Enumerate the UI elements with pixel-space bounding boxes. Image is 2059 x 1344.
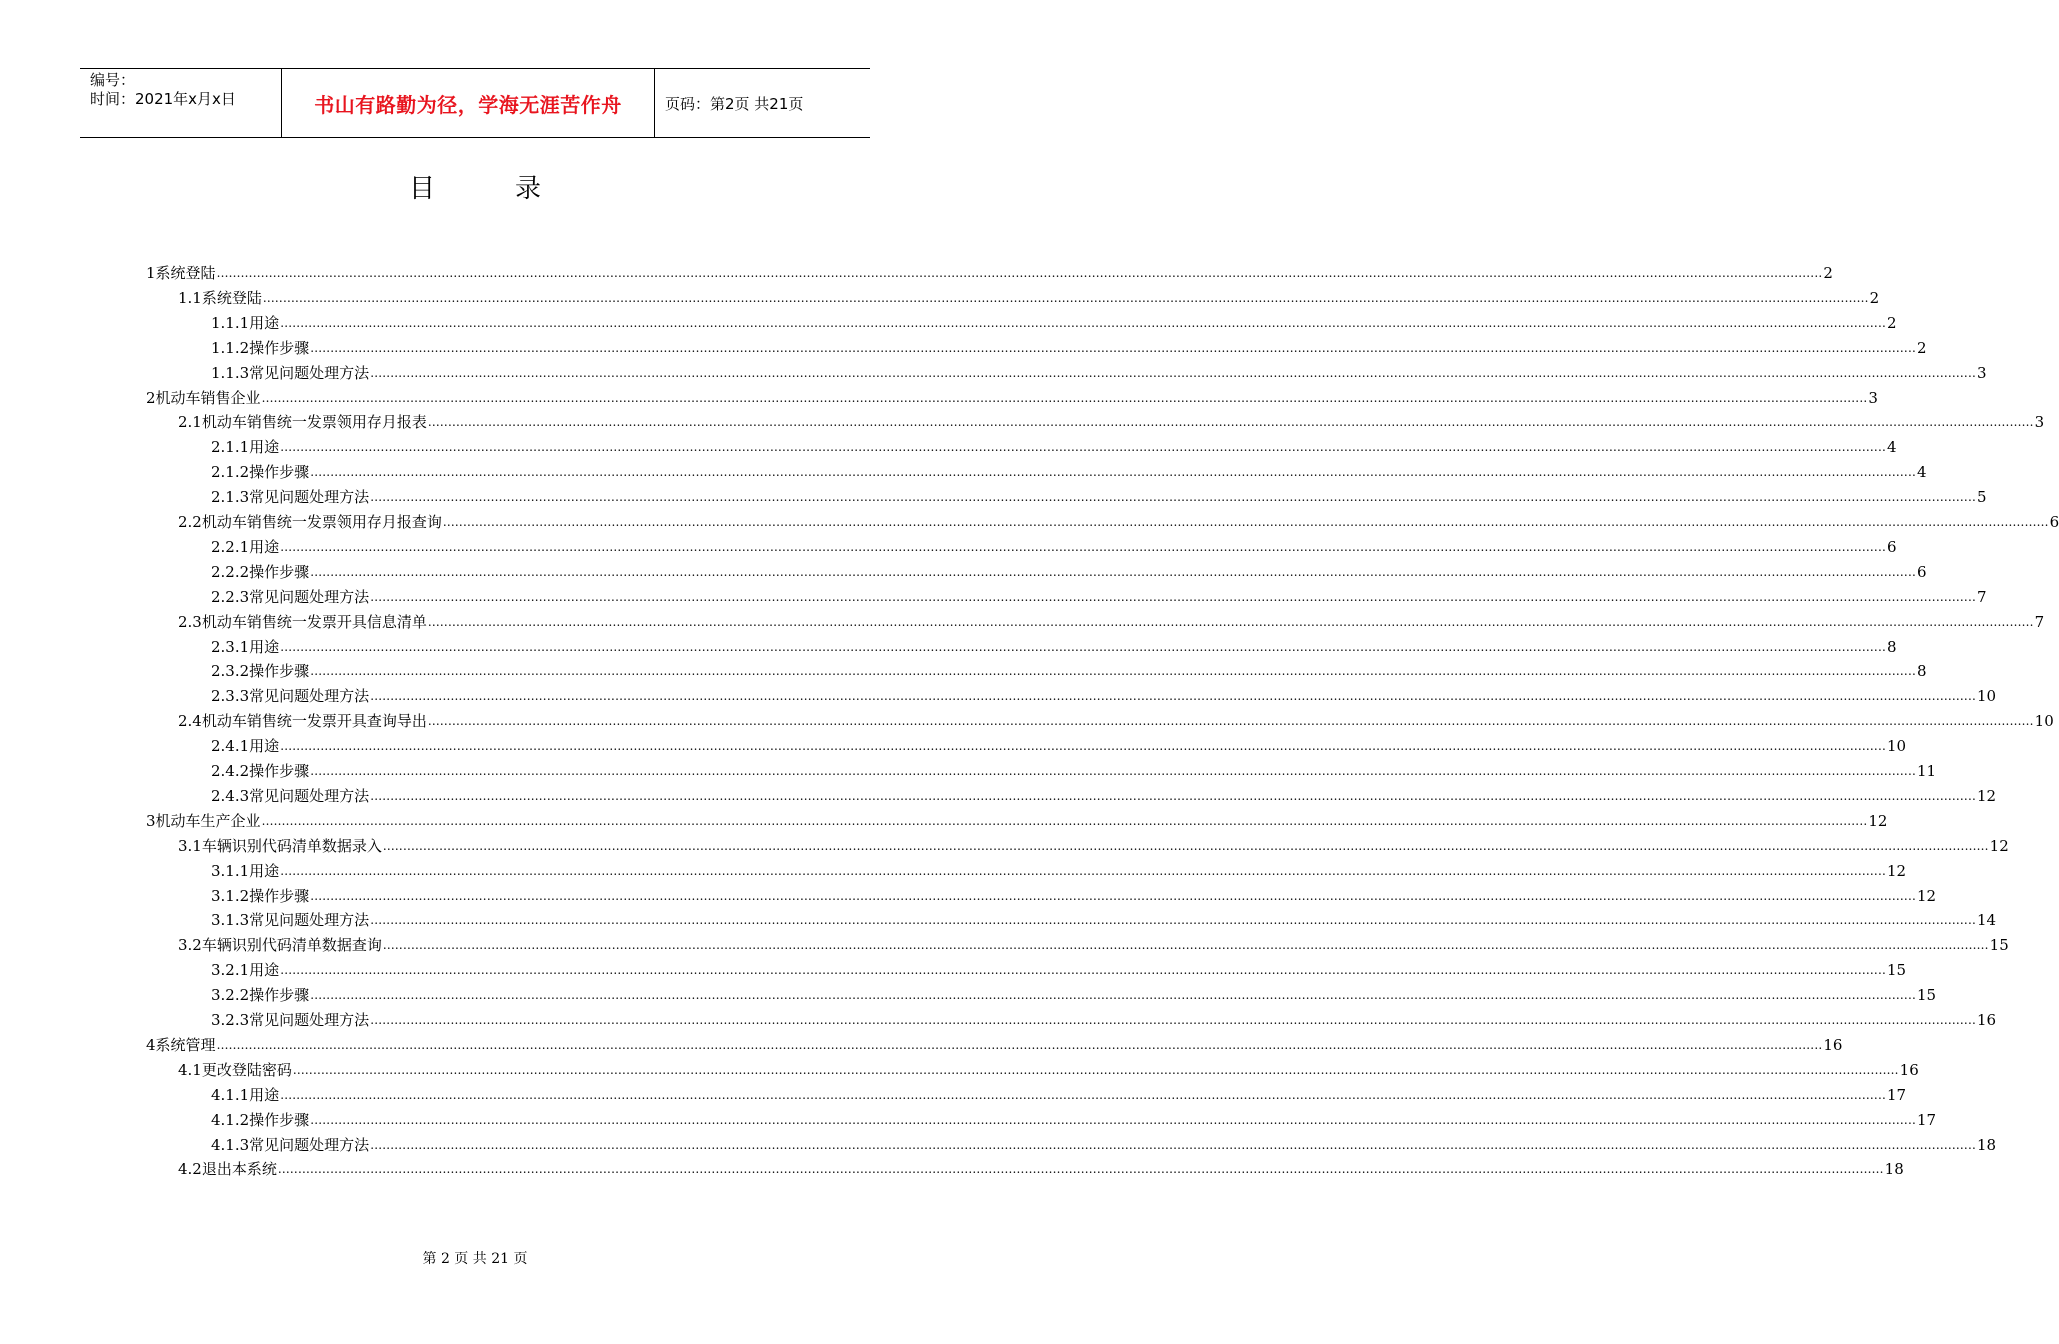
toc-entry-title: 退出本系统 bbox=[201, 1160, 277, 1179]
toc-entry-page: 12 bbox=[1989, 836, 2009, 855]
page-footer: 第 2 页 共 21 页 bbox=[422, 1251, 528, 1267]
toc-entry-number: 4 bbox=[146, 1035, 156, 1054]
toc-leader-dots: ................................................................................................................................................................................................................................................................................................................................................................................................................ bbox=[370, 913, 1976, 928]
toc-entry-page: 10 bbox=[1976, 687, 1997, 706]
toc-leader-dots: ................................................................................................................................................................................................................................................................................................................................................................................................................ bbox=[280, 539, 1886, 554]
toc-entry-number: 2.3 bbox=[178, 612, 202, 631]
toc-entry-number: 2.4.1 bbox=[211, 737, 250, 756]
toc-entry-number: 2.2 bbox=[178, 513, 202, 531]
toc-entry[interactable] bbox=[211, 1130, 1997, 1154]
toc-entry[interactable] bbox=[178, 507, 2059, 531]
toc-entry-title: 常见问题处理方法 bbox=[249, 687, 370, 706]
toc-entry-number: 4.1.3 bbox=[211, 1135, 250, 1154]
toc-leader-dots: ................................................................................................................................................................................................................................................................................................................................................................................................................ bbox=[370, 689, 1976, 704]
toc-leader-dots: ................................................................................................................................................................................................................................................................................................................................................................................................................ bbox=[280, 440, 1886, 455]
toc-leader-dots: ................................................................................................................................................................................................................................................................................................................................................................................................................ bbox=[382, 838, 1989, 853]
toc-leader-dots: ................................................................................................................................................................................................................................................................................................................................................................................................................ bbox=[310, 465, 1916, 480]
toc-leader-dots: ................................................................................................................................................................................................................................................................................................................................................................................................................ bbox=[370, 788, 1976, 803]
toc-entry-page: 17 bbox=[1886, 1085, 1907, 1104]
toc-leader-dots: ................................................................................................................................................................................................................................................................................................................................................................................................................ bbox=[370, 365, 1976, 380]
toc-entry-title: 用途 bbox=[249, 861, 280, 880]
motto-text: 书山有路勤为径，学海无涯苦作舟 bbox=[314, 92, 622, 117]
toc-entry-title: 用途 bbox=[249, 1085, 280, 1104]
toc-entry-page: 7 bbox=[2034, 612, 2045, 631]
toc-entry-page: 11 bbox=[1916, 762, 1937, 780]
toc-entry[interactable] bbox=[211, 557, 1927, 581]
toc-entry-title: 用途 bbox=[249, 537, 280, 556]
toc-entry[interactable] bbox=[146, 1030, 1843, 1054]
toc-entry-number: 3.1.3 bbox=[211, 911, 250, 930]
toc-entry-page: 6 bbox=[1916, 562, 1927, 581]
toc-leader-dots: ................................................................................................................................................................................................................................................................................................................................................................................................................ bbox=[310, 664, 1916, 679]
toc-entry-page: 2 bbox=[1869, 288, 1880, 307]
toc-entry[interactable] bbox=[146, 383, 1878, 407]
toc-entry-title: 机动车销售统一发票开具信息清单 bbox=[201, 612, 427, 631]
toc-entry[interactable] bbox=[211, 756, 1937, 780]
toc-entry-title: 常见问题处理方法 bbox=[249, 911, 370, 930]
toc-entry-number: 2.1.3 bbox=[211, 488, 250, 507]
toc-entry-title: 车辆识别代码清单数据录入 bbox=[201, 836, 382, 855]
toc-entry-title: 用途 bbox=[249, 438, 280, 457]
toc-leader-dots: ................................................................................................................................................................................................................................................................................................................................................................................................................ bbox=[310, 888, 1916, 903]
toc-entry-title: 更改登陆密码 bbox=[201, 1060, 292, 1079]
toc-leader-dots: ................................................................................................................................................................................................................................................................................................................................................................................................................ bbox=[442, 515, 2049, 529]
toc-entry-number: 3 bbox=[146, 811, 156, 830]
toc-entry-page: 10 bbox=[2034, 712, 2054, 731]
toc-entry-title: 操作步骤 bbox=[249, 662, 310, 681]
toc-entry[interactable] bbox=[211, 432, 1897, 457]
toc-entry-page: 12 bbox=[1886, 861, 1907, 880]
toc-entry-number: 4.1.2 bbox=[211, 1110, 250, 1129]
toc-entry-title: 机动车销售企业 bbox=[155, 388, 261, 407]
toc-entry[interactable] bbox=[211, 905, 1997, 930]
toc-entry[interactable] bbox=[178, 1055, 1919, 1079]
toc-entry-number: 4.1.1 bbox=[211, 1085, 250, 1104]
toc-entry-number: 2.4 bbox=[178, 712, 202, 731]
toc-leader-dots: ................................................................................................................................................................................................................................................................................................................................................................................................................ bbox=[280, 1087, 1886, 1102]
toc-entry-number: 2.1.1 bbox=[211, 438, 250, 457]
toc-entry-page: 4 bbox=[1886, 438, 1897, 457]
toc-entry[interactable] bbox=[211, 457, 1927, 482]
toc-entry-number: 3.2 bbox=[178, 936, 202, 955]
toc-leader-dots: ................................................................................................................................................................................................................................................................................................................................................................................................................ bbox=[427, 614, 2034, 629]
toc-entry-title: 机动车销售统一发票领用存月报查询 bbox=[201, 513, 442, 531]
toc-entry-number: 2.2.2 bbox=[211, 562, 250, 581]
header-page-cell bbox=[655, 69, 870, 137]
toc-entry-page: 16 bbox=[1976, 1011, 1997, 1029]
toc-entry-page: 7 bbox=[1976, 587, 1987, 606]
toc-entry-page: 4 bbox=[1916, 463, 1927, 482]
toc-leader-dots: ................................................................................................................................................................................................................................................................................................................................................................................................................ bbox=[261, 390, 1868, 405]
toc-leader-dots: ................................................................................................................................................................................................................................................................................................................................................................................................................ bbox=[277, 1162, 1884, 1177]
toc-leader-dots: ................................................................................................................................................................................................................................................................................................................................................................................................................ bbox=[280, 739, 1886, 754]
toc-entry-title: 常见问题处理方法 bbox=[249, 363, 370, 382]
toc-entry-page: 5 bbox=[1976, 488, 1987, 507]
toc-leader-dots: ................................................................................................................................................................................................................................................................................................................................................................................................................ bbox=[310, 764, 1916, 778]
toc-entry-title: 机动车销售统一发票领用存月报表 bbox=[201, 413, 427, 432]
toc-entry[interactable] bbox=[211, 731, 1907, 756]
toc-entry[interactable] bbox=[211, 656, 1927, 681]
toc-entry-title: 常见问题处理方法 bbox=[249, 1135, 370, 1154]
toc-leader-dots: ................................................................................................................................................................................................................................................................................................................................................................................................................ bbox=[370, 589, 1976, 604]
toc-entry-number: 1.1.2 bbox=[211, 338, 250, 357]
toc-entry[interactable] bbox=[211, 856, 1907, 880]
toc-entry[interactable] bbox=[178, 283, 1880, 307]
toc-entry[interactable] bbox=[211, 532, 1897, 556]
toc-entry-number: 3.2.3 bbox=[211, 1011, 250, 1029]
toc-leader-dots: ................................................................................................................................................................................................................................................................................................................................................................................................................ bbox=[262, 290, 1869, 305]
toc-entry[interactable] bbox=[178, 607, 2045, 631]
toc-entry-page: 10 bbox=[1886, 737, 1907, 756]
toc-entry-page: 8 bbox=[1886, 637, 1897, 656]
toc-entry-number: 2 bbox=[146, 388, 156, 407]
toc-entry[interactable] bbox=[211, 333, 1927, 357]
toc-entry-number: 2.3.2 bbox=[211, 662, 250, 681]
toc-entry-title: 操作步骤 bbox=[249, 562, 310, 581]
toc-entry-number: 3.1.1 bbox=[211, 861, 250, 880]
toc-entry-page: 17 bbox=[1916, 1110, 1937, 1129]
toc-title bbox=[0, 168, 950, 205]
toc-entry[interactable] bbox=[211, 358, 1987, 382]
toc-leader-dots: ................................................................................................................................................................................................................................................................................................................................................................................................................ bbox=[280, 863, 1886, 878]
toc-leader-dots: ................................................................................................................................................................................................................................................................................................................................................................................................................ bbox=[427, 714, 2034, 729]
toc-entry[interactable] bbox=[146, 258, 1833, 282]
toc-entry[interactable] bbox=[178, 930, 2009, 955]
toc-entry-number: 1.1 bbox=[178, 288, 202, 307]
toc-entry[interactable] bbox=[211, 980, 1937, 1005]
toc-entry-title: 系统登陆 bbox=[155, 264, 216, 282]
toc-entry-number: 4.1 bbox=[178, 1060, 202, 1079]
toc-entry-title: 常见问题处理方法 bbox=[249, 587, 370, 606]
toc-entry-number: 2.2.3 bbox=[211, 587, 250, 606]
toc-leader-dots: ................................................................................................................................................................................................................................................................................................................................................................................................................ bbox=[310, 988, 1916, 1003]
toc-entry-number: 3.1.2 bbox=[211, 886, 250, 905]
toc-entry-page: 3 bbox=[1868, 388, 1878, 407]
page-info: 页码：第2页 共21页 bbox=[665, 94, 804, 113]
toc-leader-dots: ................................................................................................................................................................................................................................................................................................................................................................................................................ bbox=[216, 266, 1823, 280]
toc-entry-page: 15 bbox=[1916, 986, 1937, 1005]
toc-entry-number: 1.1.1 bbox=[211, 313, 250, 332]
toc-entry-page: 6 bbox=[2049, 513, 2059, 531]
toc-entry-page: 2 bbox=[1916, 338, 1927, 357]
header-motto-cell bbox=[281, 69, 655, 137]
time-label: 时间：2021年x月x日 bbox=[90, 90, 236, 108]
toc-entry-number: 1.1.3 bbox=[211, 363, 250, 382]
toc-entry-number: 3.2.1 bbox=[211, 961, 250, 980]
toc-entry[interactable] bbox=[211, 681, 1997, 706]
toc-entry-title: 用途 bbox=[249, 313, 280, 332]
toc-entry-page: 18 bbox=[1884, 1160, 1904, 1179]
number-label: 编号： bbox=[90, 71, 136, 89]
toc-entry-page: 14 bbox=[1976, 911, 1997, 930]
toc-entry-title: 常见问题处理方法 bbox=[249, 488, 370, 507]
toc-entry[interactable] bbox=[146, 806, 1888, 830]
header-left-cell bbox=[80, 69, 280, 137]
toc-entry-title: 机动车生产企业 bbox=[155, 811, 261, 830]
toc-entry-page: 12 bbox=[1976, 786, 1997, 805]
toc-entry[interactable] bbox=[211, 1005, 1997, 1029]
toc-entry-number: 3.2.2 bbox=[211, 986, 250, 1005]
toc-leader-dots: ................................................................................................................................................................................................................................................................................................................................................................................................................ bbox=[310, 564, 1916, 579]
toc-entry-page: 2 bbox=[1823, 264, 1833, 282]
toc-entry-number: 2.4.2 bbox=[211, 762, 250, 780]
toc-entry[interactable] bbox=[211, 781, 1997, 805]
toc-leader-dots: ................................................................................................................................................................................................................................................................................................................................................................................................................ bbox=[280, 963, 1886, 978]
toc-leader-dots: ................................................................................................................................................................................................................................................................................................................................................................................................................ bbox=[370, 1013, 1976, 1027]
page-header bbox=[80, 68, 870, 138]
toc-entry-page: 12 bbox=[1868, 811, 1888, 830]
toc-entry-number: 2.3.3 bbox=[211, 687, 250, 706]
toc-entry-page: 16 bbox=[1899, 1060, 1919, 1079]
toc-entry[interactable] bbox=[211, 582, 1987, 606]
toc-entry-page: 12 bbox=[1916, 886, 1937, 905]
toc-entry-title: 常见问题处理方法 bbox=[249, 1011, 370, 1029]
toc-entry-title: 用途 bbox=[249, 961, 280, 980]
toc-entry-title: 机动车销售统一发票开具查询导出 bbox=[201, 712, 427, 731]
toc-entry[interactable] bbox=[178, 706, 2054, 731]
toc-leader-dots: ................................................................................................................................................................................................................................................................................................................................................................................................................ bbox=[280, 315, 1886, 330]
toc-leader-dots: ................................................................................................................................................................................................................................................................................................................................................................................................................ bbox=[280, 639, 1886, 654]
toc-entry-page: 15 bbox=[1886, 961, 1907, 980]
toc-entry-page: 8 bbox=[1916, 662, 1927, 681]
toc-leader-dots: ................................................................................................................................................................................................................................................................................................................................................................................................................ bbox=[427, 415, 2034, 430]
toc-leader-dots: ................................................................................................................................................................................................................................................................................................................................................................................................................ bbox=[310, 1112, 1916, 1127]
toc-entry-page: 3 bbox=[2034, 413, 2045, 432]
title-char-1: 目 bbox=[408, 174, 435, 204]
toc-leader-dots: ................................................................................................................................................................................................................................................................................................................................................................................................................ bbox=[292, 1062, 1899, 1077]
toc-entry-number: 2.1 bbox=[178, 413, 202, 432]
toc-entry-page: 3 bbox=[1976, 363, 1987, 382]
toc-entry[interactable] bbox=[178, 407, 2045, 432]
toc-leader-dots: ................................................................................................................................................................................................................................................................................................................................................................................................................ bbox=[216, 1037, 1823, 1052]
toc-entry[interactable] bbox=[211, 632, 1897, 656]
toc-entry-number: 3.1 bbox=[178, 836, 202, 855]
toc-entry-title: 系统登陆 bbox=[201, 288, 262, 307]
toc-entry-title: 常见问题处理方法 bbox=[249, 786, 370, 805]
toc-entry-number: 4.2 bbox=[178, 1160, 202, 1179]
toc-leader-dots: ................................................................................................................................................................................................................................................................................................................................................................................................................ bbox=[370, 490, 1976, 505]
toc-entry-title: 用途 bbox=[249, 637, 280, 656]
toc-leader-dots: ................................................................................................................................................................................................................................................................................................................................................................................................................ bbox=[310, 340, 1916, 355]
toc-entry[interactable] bbox=[178, 1154, 1904, 1179]
toc-entry-page: 16 bbox=[1823, 1035, 1843, 1054]
toc-entry-title: 用途 bbox=[249, 737, 280, 756]
toc-entry-title: 操作步骤 bbox=[249, 1110, 310, 1129]
toc-entry[interactable] bbox=[211, 1105, 1937, 1129]
toc-entry-page: 18 bbox=[1976, 1135, 1997, 1154]
toc-entry[interactable] bbox=[211, 482, 1987, 507]
toc-entry-number: 2.1.2 bbox=[211, 463, 250, 482]
toc-entry-title: 操作步骤 bbox=[249, 886, 310, 905]
toc-entry[interactable] bbox=[211, 308, 1897, 332]
toc-leader-dots: ................................................................................................................................................................................................................................................................................................................................................................................................................ bbox=[261, 813, 1868, 828]
toc-entry[interactable] bbox=[211, 881, 1937, 905]
toc-entry-title: 操作步骤 bbox=[249, 762, 310, 780]
toc-entry-title: 系统管理 bbox=[155, 1035, 216, 1054]
toc-entry-number: 1 bbox=[146, 264, 156, 282]
toc-entry[interactable] bbox=[211, 955, 1907, 980]
toc-leader-dots: ................................................................................................................................................................................................................................................................................................................................................................................................................ bbox=[382, 938, 1989, 953]
toc-entry[interactable] bbox=[211, 1080, 1907, 1104]
toc-entry-number: 2.4.3 bbox=[211, 786, 250, 805]
toc-entry[interactable] bbox=[178, 831, 2009, 855]
toc-entry-page: 15 bbox=[1989, 936, 2009, 955]
toc-entry-number: 2.3.1 bbox=[211, 637, 250, 656]
toc-entry-title: 操作步骤 bbox=[249, 986, 310, 1005]
toc-entry-page: 6 bbox=[1886, 537, 1897, 556]
toc-entry-title: 操作步骤 bbox=[249, 338, 310, 357]
toc-entry-title: 操作步骤 bbox=[249, 463, 310, 482]
title-char-2: 录 bbox=[515, 174, 542, 204]
toc-entry-page: 2 bbox=[1886, 313, 1897, 332]
toc-leader-dots: ................................................................................................................................................................................................................................................................................................................................................................................................................ bbox=[370, 1137, 1976, 1152]
toc-entry-number: 2.2.1 bbox=[211, 537, 250, 556]
toc-entry-title: 车辆识别代码清单数据查询 bbox=[201, 936, 382, 955]
